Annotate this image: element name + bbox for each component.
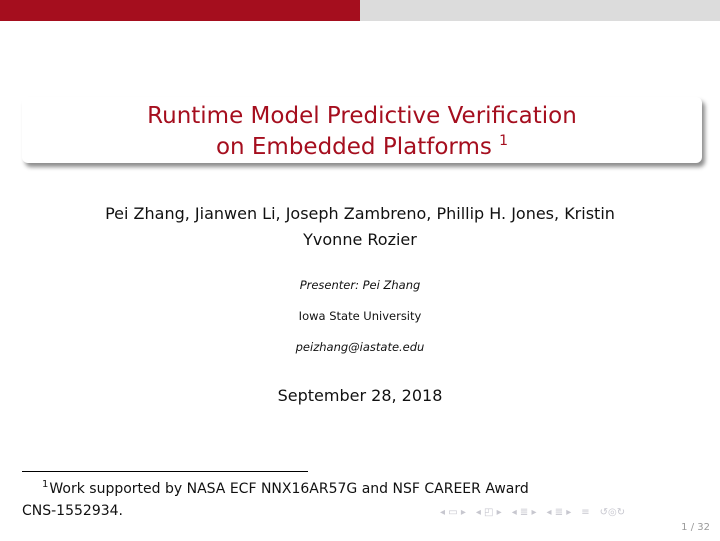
authors	[0, 201, 720, 253]
footnote-rule	[22, 471, 308, 472]
nav-first-icon[interactable]: ◂ ▭ ▸	[440, 506, 466, 518]
authors-line-1: Pei Zhang, Jianwen Li, Joseph Zambreno, Phillip H. Jones, Kristin	[105, 204, 615, 223]
footnote-line-2: CNS-1552934.	[22, 503, 123, 519]
nav-align-icon[interactable]: ≡	[581, 506, 590, 518]
progress-bar-track	[0, 0, 720, 21]
title-line-2	[22, 132, 702, 163]
date: September 28, 2018	[277, 386, 443, 405]
nav-section-icon[interactable]: ◂ ≣ ▸	[511, 506, 537, 518]
title-box	[22, 97, 702, 163]
nav-subsection-icon[interactable]: ◂ ≣ ▸	[546, 506, 572, 518]
authors-line-2: Yvonne Rozier	[303, 230, 417, 249]
beamer-navigation	[440, 504, 625, 520]
progress-bar-fill	[0, 0, 360, 21]
presenter: Presenter: Pei Zhang	[299, 278, 421, 292]
title-line-1: Runtime Model Predictive Verification	[147, 103, 577, 129]
footnote-mark: 1	[42, 479, 49, 490]
email: peizhang@iastate.edu	[295, 340, 425, 354]
title-footnote-mark: 1	[499, 133, 509, 149]
footnote-line-1	[22, 478, 642, 500]
nav-search-icon[interactable]: ↺◎↻	[599, 506, 626, 518]
institution: Iowa State University	[298, 309, 422, 323]
footnote-text-1: Work supported by NASA ECF NNX16AR57G and NSF CAREER Award	[49, 481, 529, 497]
nav-prev-frame-icon[interactable]: ◂ ◰ ▸	[475, 506, 502, 518]
page-number: 1 / 32	[681, 522, 710, 533]
title-line-2-text: on Embedded Platforms	[215, 134, 492, 160]
